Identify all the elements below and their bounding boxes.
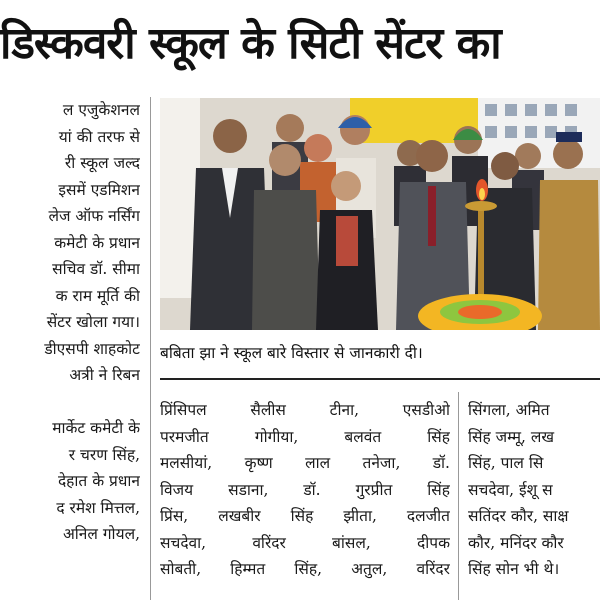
article-line: सचदेवा, ईशू स (468, 480, 553, 499)
article-line: कमेटी के प्रधान (54, 233, 140, 252)
left-article-column (0, 97, 140, 548)
article-line (0, 389, 140, 416)
article-line: यां की तरफ से (58, 127, 140, 146)
article-line: मार्केट कमेटी के (52, 419, 140, 437)
article-line: प्रिंसिपल सैलीस टीना, एसडीओ (160, 401, 450, 419)
article-line: सोबती, हिम्मत सिंह, अतुल, वरिंदर (160, 560, 450, 578)
article-line: सचदेवा, वरिंदर बांसल, दीपक (160, 533, 450, 552)
middle-article-column (160, 397, 450, 583)
article-line: सिंह, पाल सि (468, 454, 544, 472)
article-line: मलसीयां, कृष्ण लाल तनेजा, डॉ. (160, 454, 450, 472)
article-line: लेज ऑफ नर्सिंग (48, 207, 140, 225)
news-photo-illustration (160, 98, 600, 330)
news-photo (160, 98, 600, 330)
article-line: सचिव डॉ. सीमा (52, 260, 140, 278)
article-line: सेंटर खोला गया। (46, 313, 140, 331)
caption-divider (160, 378, 600, 380)
article-line: क राम मूर्ति की (55, 286, 140, 305)
article-line: देहात के प्रधान (57, 472, 140, 490)
article-line: अनिल गोयल, (62, 525, 140, 543)
article-line: सिंगला, अमित (468, 401, 550, 419)
article-line: सतिंदर कौर, साक्ष (468, 507, 569, 525)
photo-caption: बबिता झा ने स्कूल बारे विस्तार से जानकारी दी। (160, 344, 423, 362)
headline: डिस्कवरी स्कूल के सिटी सेंटर का (0, 18, 501, 69)
article-line: डीएसपी शाहकोट (44, 339, 140, 358)
column-divider-left (150, 97, 151, 600)
article-line: सिंह सोन भी थे। (468, 560, 560, 578)
right-article-column (468, 397, 600, 583)
article-line: री स्कूल जल्द (64, 154, 140, 172)
article-line: ल एजुकेशनल (62, 101, 140, 119)
article-line: इसमें एडमिशन (58, 180, 140, 199)
article-line: कौर, मनिंदर कौर (468, 533, 564, 552)
article-line: प्रिंस, लखबीर सिंह झीता, दलजीत (160, 507, 450, 525)
article-line: विजय सडाना, डॉ. गुरप्रीत सिंह (160, 480, 450, 499)
column-divider-right (458, 392, 459, 600)
article-line: द रमेश मित्तल, (56, 498, 140, 517)
article-line: र चरण सिंह, (68, 445, 140, 464)
article-line: परमजीत गोगीया, बलवंत सिंह (160, 427, 450, 446)
article-line: अत्री ने रिबन (69, 366, 140, 384)
article-line: सिंह जम्मू, लख (468, 427, 555, 446)
